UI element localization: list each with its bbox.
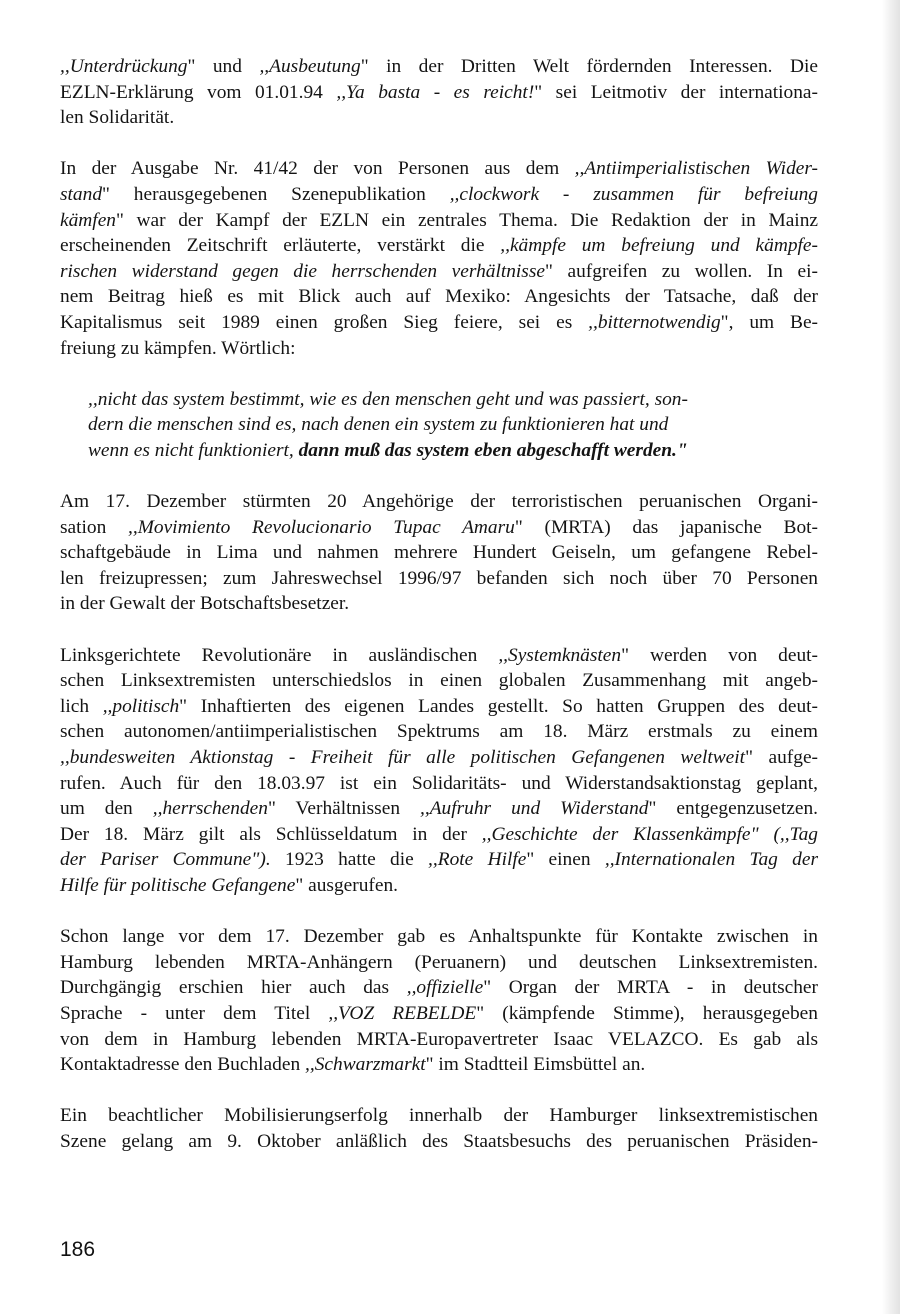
- paragraph-4: [60, 643, 818, 899]
- text-line: Kapitalismus seit 1989 einen großen Sieg feiere, sei es ,,bitternotwendig", um Be-: [60, 311, 819, 333]
- text-line: schen autonomen/antiimperialistischen Spektrums am 18. März erstmals zu einem: [60, 721, 818, 743]
- text-line: Hilfe für politische Gefangene" ausgerufen.: [60, 875, 399, 896]
- text-line: rischen widerstand gegen die herrschenden verhältnisse" aufgreifen zu wollen. In ei-: [60, 260, 818, 282]
- text-line: Szene gelang am 9. Oktober anläßlich des Staatsbesuchs des peruanischen Präsiden-: [60, 1130, 818, 1152]
- text-line: Durchgängig erschien hier auch das ,,offizielle" Organ der MRTA - in deutscher: [60, 977, 818, 999]
- text-line: Schon lange vor dem 17. Dezember gab es Anhaltspunkte für Kontakte zwischen in: [60, 926, 818, 948]
- text-line: rufen. Auch für den 18.03.97 ist ein Solidaritäts- und Widerstandsaktionstag geplant,: [60, 772, 818, 794]
- quote-line: wenn es nicht funktioniert, dann muß das system eben abgeschafft werden.": [88, 439, 688, 461]
- text-line: Linksgerichtete Revolutionäre in ausländischen ,,Systemknästen" werden von deut-: [60, 644, 818, 666]
- text-line: Ein beachtlicher Mobilisierungserfolg innerhalb der Hamburger linksextremistischen: [60, 1105, 818, 1127]
- text-line: nem Beitrag hieß es mit Blick auch auf Mexiko: Angesichts der Tatsache, daß der: [60, 286, 818, 308]
- text-line: ,,Unterdrückung" und ,,Ausbeutung" in der Dritten Welt fördernden Interessen. Die: [60, 56, 819, 77]
- quote-line: ,,nicht das system bestimmt, wie es den menschen geht und was passiert, son-: [88, 388, 688, 410]
- body-text: [60, 54, 818, 1155]
- text-line: len Solidarität.: [60, 107, 175, 129]
- text-line: Hamburg lebenden MRTA-Anhängern (Peruanern) und deutschen Linksextremisten.: [60, 951, 818, 973]
- text-line: Sprache - unter dem Titel ,,VOZ REBELDE" (kämpfende Stimme), herausgegeben: [60, 1002, 818, 1024]
- text-line: freiung zu kämpfen. Wörtlich:: [60, 337, 296, 359]
- page-number: 186: [60, 1238, 96, 1261]
- text-line: schaftgebäude in Lima und nahmen mehrere Hundert Geiseln, um gefangene Rebel-: [60, 542, 818, 564]
- paragraph-3: [60, 489, 818, 617]
- text-line: Kontaktadresse den Buchladen ,,Schwarzmarkt" im Stadtteil Eimsbüttel an.: [60, 1054, 646, 1076]
- text-line: schen Linksextremisten unterschiedslos in einen globalen Zusammenhang mit angeb-: [60, 670, 818, 692]
- text-line: von dem in Hamburg lebenden MRTA-Europavertreter Isaac VELAZCO. Es gab als: [60, 1028, 818, 1050]
- text-line: Am 17. Dezember stürmten 20 Angehörige der terroristischen peruanischen Organi-: [60, 491, 818, 513]
- text-line: in der Gewalt der Botschaftsbesetzer.: [60, 593, 350, 615]
- paragraph-2: [60, 156, 818, 361]
- text-line: der Pariser Commune"). 1923 hatte die ,,Rote Hilfe" einen ,,Internationalen Tag der: [60, 849, 819, 871]
- block-quote: [60, 387, 818, 464]
- text-line: EZLN-Erklärung vom 01.01.94 ,,Ya basta - es reicht!" sei Leitmotiv der internationa-: [60, 81, 818, 103]
- text-line: Der 18. März gilt als Schlüsseldatum in der ,,Geschichte der Klassenkämpfe" (,,Tag: [60, 823, 818, 845]
- paragraph-5: [60, 924, 818, 1078]
- paragraph-1: [60, 54, 818, 131]
- text-line: len freizupressen; zum Jahreswechsel 1996/97 befanden sich noch über 70 Personen: [60, 567, 818, 589]
- text-line: kämfen" war der Kampf der EZLN ein zentrales Thema. Die Redaktion der in Mainz: [60, 209, 818, 231]
- quote-line: dern die menschen sind es, nach denen ein system zu funktionieren hat und: [88, 414, 669, 436]
- text-line: um den ,,herrschenden" Verhältnissen ,,Aufruhr und Widerstand" entgegenzusetzen.: [60, 798, 818, 820]
- text-line: In der Ausgabe Nr. 41/42 der von Personen aus dem ,,Antiimperialistischen Wider-: [60, 158, 818, 180]
- text-line: stand" herausgegebenen Szenepublikation ,,clockwork - zusammen für befreiung: [60, 183, 818, 205]
- text-line: ,,bundesweiten Aktionstag - Freiheit für alle politischen Gefangenen weltweit" aufge-: [60, 747, 819, 769]
- paragraph-6: [60, 1103, 818, 1154]
- text-line: erscheinenden Zeitschrift erläuterte, verstärkt die ,,kämpfe um befreiung und kämpfe-: [60, 235, 818, 257]
- page-edge-shadow: [882, 0, 900, 1314]
- text-line: sation ,,Movimiento Revolucionario Tupac Amaru" (MRTA) das japanische Bot-: [60, 516, 818, 538]
- text-line: lich ,,politisch" Inhaftierten des eigenen Landes gestellt. So hatten Gruppen des deut-: [60, 695, 818, 717]
